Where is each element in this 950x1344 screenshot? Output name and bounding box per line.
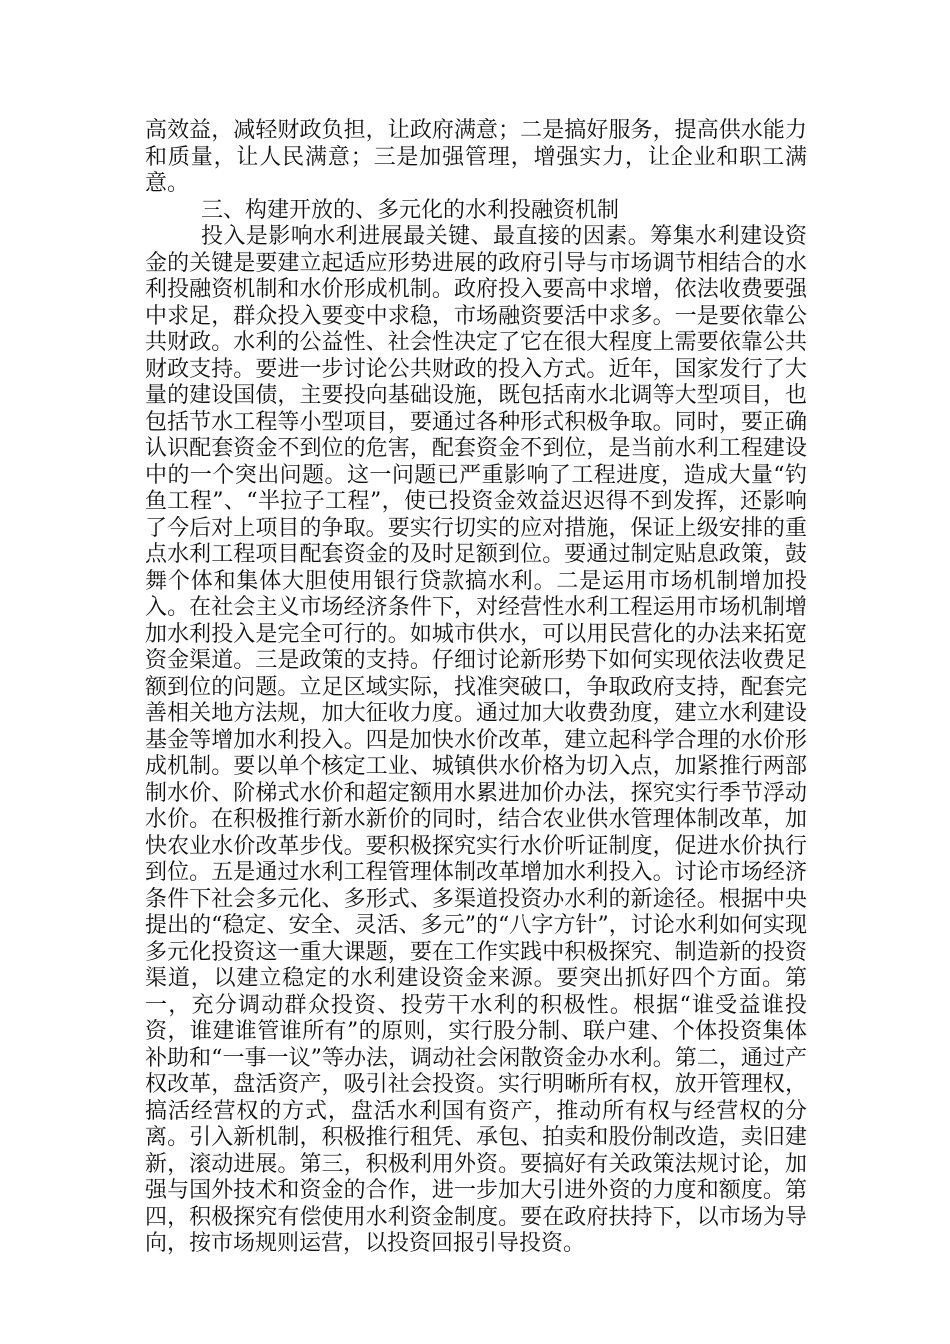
- paragraph-body: 投入是影响水利进展最关键、最直接的因素。筹集水利建设资金的关键是要建立起适应形势进展的政府引导与市场调节相结合的水利投融资机制和水价形成机制。政府投入要高中求增，依法收费要强中求足，群众投入要变中求稳，市场融资要活中求多。一是要依靠公共财政。水利的公益性、社会性决定了它在很大程度上需要依靠公共财政支持。要进一步讨论公共财政的投入方式。近年，国家发行了大量的建设国债，主要投向基础设施，既包括南水北调等大型项目，也包括节水工程等小型项目，要通过各种形式积极争取。同时，要正确认识配套资金不到位的危害，配套资金不到位，是当前水利工程建设中的一个突出问题。这一问题已严重影响了工程进度，造成大量“钓鱼工程”、“半拉子工程”，使已投资金效益迟迟得不到发挥，还影响了今后对上项目的争取。要实行切实的应对措施，保证上级安排的重点水利工程项目配套资金的及时足额到位。要通过制定贴息政策，鼓舞个体和集体大胆使用银行贷款搞水利。二是运用市场机制增加投入。在社会主义市场经济条件下，对经营性水利工程运用市场机制增加水利投入是完全可行的。如城市供水，可以用民营化的办法来拓宽资金渠道。三是政策的支持。仔细讨论新形势下如何实现依法收费足额到位的问题。立足区域实际，找准突破口，争取政府支持，配套完善相关地方法规，加大征收力度。通过加大收费劲度，建立水利建设基金等增加水利投入。四是加快水价改革，建立起科学合理的水价形成机制。要以单个核定工业、城镇供水价格为切入点，加紧推行两部制水价、阶梯式水价和超定额用水累进加价办法，探究实行季节浮动水价。在积极推行新水新价的同时，结合农业供水管理体制改革，加快农业水价改革步伐。要积极探究实行水价听证制度，促进水价执行到位。五是通过水利工程管理体制改革增加水利投入。讨论市场经济条件下社会多元化、多形式、多渠道投资办水利的新途径。根据中央提出的“稳定、安全、灵活、多元”的“八字方针”，讨论水利如何实现多元化投资这一重大课题，要在工作实践中积极探究、制造新的投资渠道，以建立稳定的水利建设资金来源。要突出抓好四个方面。第一，充分调动群众投资、投劳干水利的积极性。根据“谁受益谁投资，谁建谁管谁所有”的原则，实行股分制、联户建、个体投资集体补助和“一事一议”等办法，调动社会闲散资金办水利。第二，通过产权改革，盘活资产，吸引社会投资。实行明晰所有权，放开管理权，搞活经营权的方式，盘活水利国有资产，推动所有权与经营权的分离。引入新机制，积极推行租凭、承包、拍卖和股份制改造，卖旧建新，滚动进展。第三，积极利用外资。要搞好有关政策法规讨论，加强与国外技术和资金的合作，进一步加大引进外资的力度和额度。第四，积极探究有偿使用水利资金制度。要在政府扶持下，以市场为导向，按市场规则运营，以投资回报引导投资。: [145, 224, 807, 1256]
- paragraph-continuation: 高效益，减轻财政负担，让政府满意；二是搞好服务，提高供水能力和质量，让人民满意；三是加强管理，增强实力，让企业和职工满意。: [145, 118, 807, 196]
- section-heading: 三、构建开放的、多元化的水利投融资机制: [201, 197, 620, 223]
- document-body: [145, 118, 807, 1258]
